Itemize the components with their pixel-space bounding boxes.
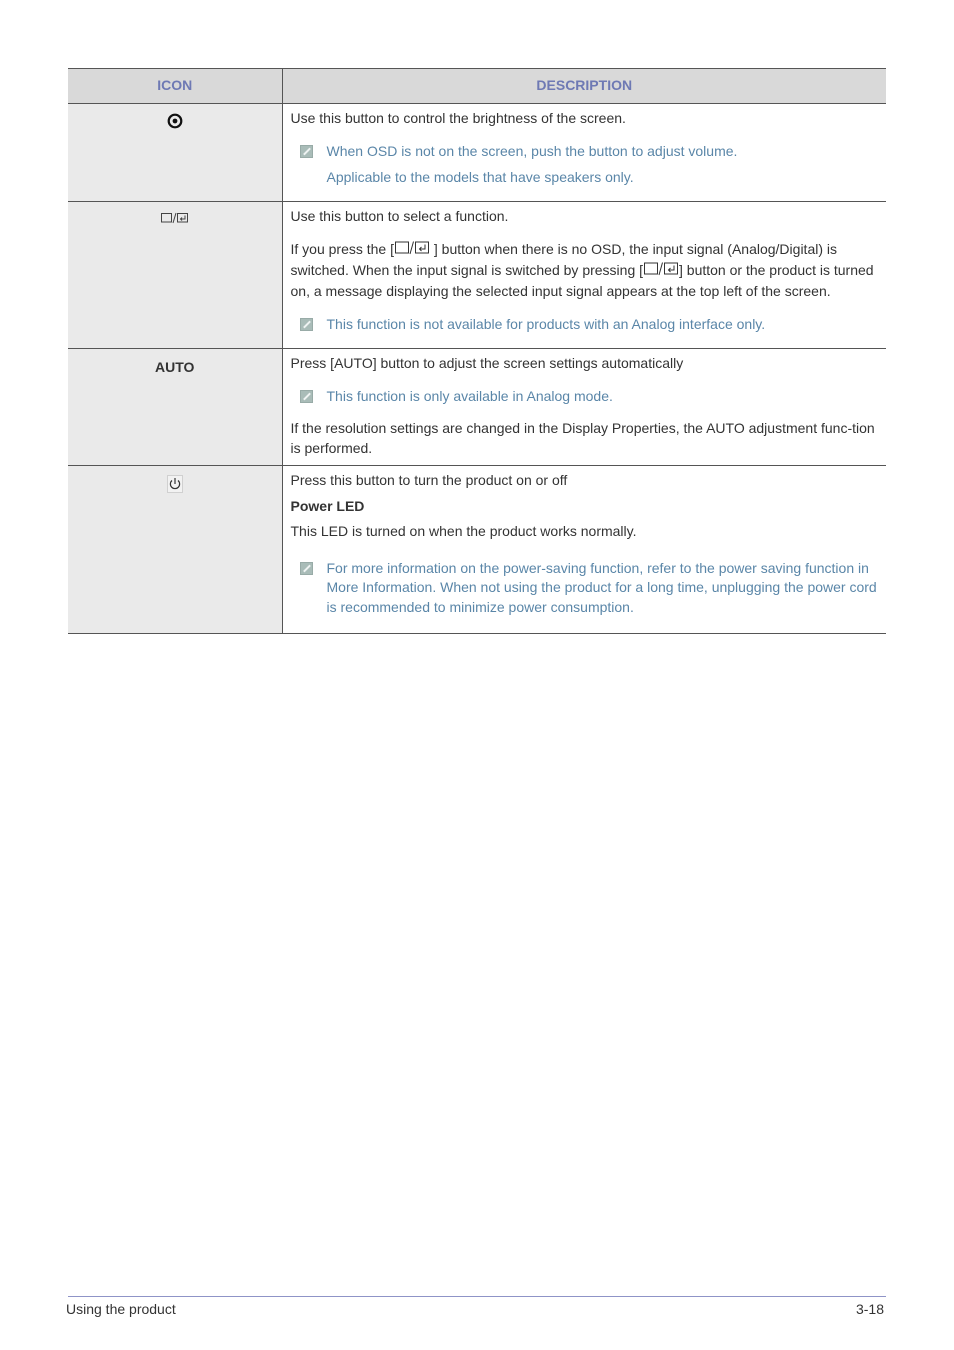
note: [291, 315, 879, 335]
icon-column-header: ICON: [68, 69, 282, 104]
description-text: Press [AUTO] button to adjust the screen settings automatically: [290, 355, 684, 371]
description-cell: [282, 349, 886, 466]
note-icon: [300, 390, 313, 403]
note: [291, 142, 879, 188]
source-enter-icon: [643, 261, 679, 277]
table-row: [68, 104, 886, 202]
note-text: This function is not available for products with an Analog interface only.: [326, 315, 766, 332]
description-paragraph: This LED is turned on when the product works normally.: [290, 523, 637, 539]
table-row: [68, 466, 886, 634]
icon-cell: [68, 466, 282, 634]
source-enter-icon: [394, 240, 430, 256]
description-paragraph: If you press the [ ] button when there is no OSD, the input signal (Analog/Digital) is switched. When the input signal is switched by pressing [ ] button or the product is turned on, a message displaying the selected input signal appears at the top left of the screen.: [290, 240, 874, 299]
brightness-button-icon: [167, 113, 183, 129]
description-paragraph: If the resolution settings are changed in the Display Properties, the AUTO adjustment func-tion is performed.: [290, 420, 875, 456]
page-number: 3-18: [855, 1301, 884, 1317]
function-table: [68, 68, 886, 634]
table-header-row: [68, 69, 886, 104]
note-text: When OSD is not on the screen, push the button to adjust volume.: [326, 142, 738, 159]
auto-button-label: AUTO: [155, 359, 195, 375]
description-cell: [282, 466, 886, 634]
description-cell: [282, 104, 886, 202]
note-text: For more information on the power-saving function, refer to the power saving function in More Information. When not using the product for a long time, unplugging the power cord is recommended to minimize power consumption.: [326, 559, 877, 615]
power-icon: [167, 475, 183, 493]
description-column-header: DESCRIPTION: [282, 69, 886, 104]
icon-cell: [68, 202, 282, 349]
note-icon: [300, 318, 313, 331]
description-text: Use this button to select a function.: [290, 208, 509, 224]
description-text: Use this button to control the brightness of the screen.: [290, 110, 626, 126]
description-cell: [282, 202, 886, 349]
source-enter-icon: [160, 211, 190, 225]
icon-cell: [68, 104, 282, 202]
note-text: This function is only available in Analog mode.: [326, 387, 613, 404]
description-text: Press this button to turn the product on or off: [290, 472, 568, 488]
note: [291, 387, 879, 407]
note-icon: [300, 145, 313, 158]
table-row: [68, 349, 886, 466]
footer-rule: [68, 1296, 886, 1297]
power-led-heading: Power LED: [290, 497, 365, 514]
icon-cell: [68, 349, 282, 466]
note: [291, 559, 879, 618]
note-icon: [300, 562, 313, 575]
footer-section-title: Using the product: [66, 1301, 176, 1317]
note-text: Applicable to the models that have speakers only.: [326, 168, 634, 185]
table-row: [68, 202, 886, 349]
